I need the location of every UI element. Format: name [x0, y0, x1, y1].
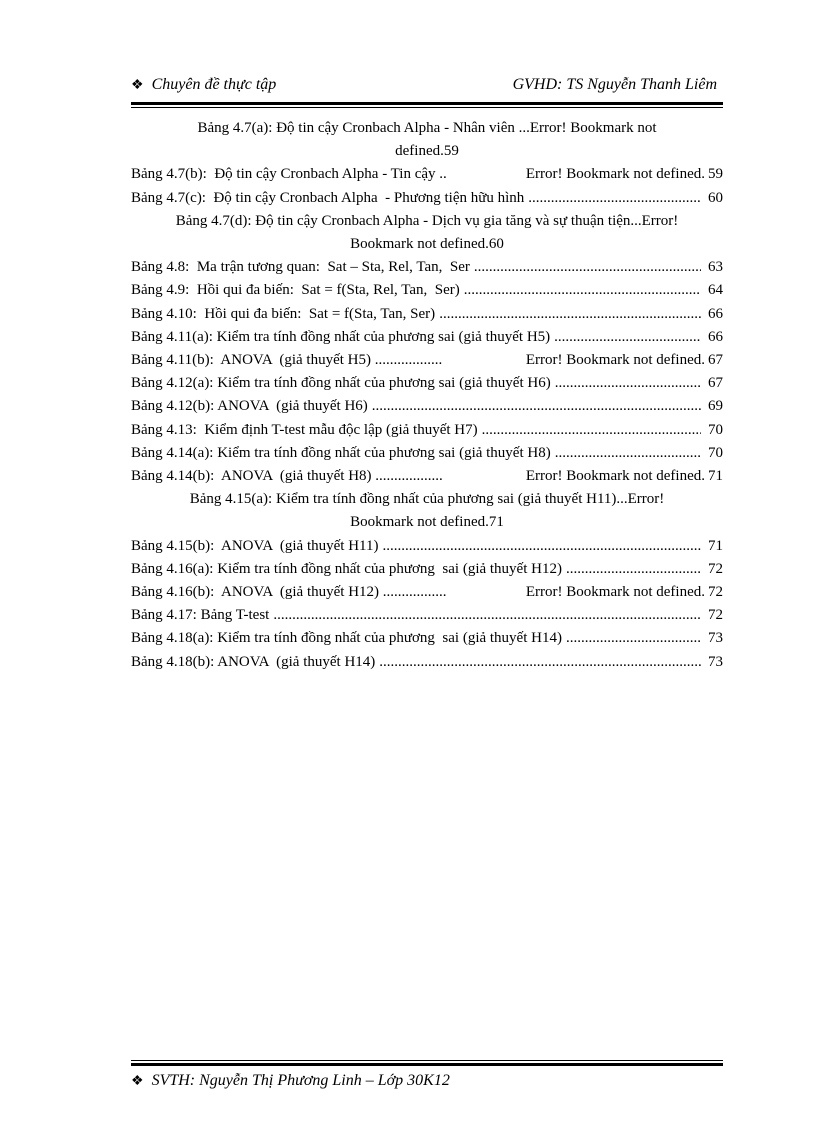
toc-entry-label: Bảng 4.16(b): ANOVA (giả thuyết H12) .................	[131, 584, 451, 601]
bookmark-error-text: Error! Bookmark not defined.	[525, 468, 705, 485]
diamond-bullet-icon: ❖	[131, 78, 144, 93]
bookmark-error-text: Error! Bookmark not defined.	[525, 166, 705, 183]
bookmark-error-text: Error! Bookmark not defined.	[525, 352, 705, 369]
bookmark-error-text: Error! Bookmark not defined.	[525, 584, 705, 601]
toc-entry[interactable]	[131, 279, 723, 302]
diamond-bullet-icon: ❖	[131, 1074, 144, 1089]
toc-entry-label: Bảng 4.11(a): Kiểm tra tính đồng nhất của phương sai (giả thuyết H5)	[131, 328, 551, 345]
footer-rule-thick	[131, 1063, 723, 1066]
dot-leader	[554, 326, 701, 349]
toc-entry[interactable]	[131, 117, 723, 163]
toc-entry-label: Bảng 4.11(b): ANOVA (giả thuyết H5) ..................	[131, 352, 446, 369]
dot-leader	[273, 604, 701, 627]
toc-entry-page-number: 70	[708, 421, 723, 438]
toc-entry-label: Bảng 4.14(a): Kiểm tra tính đồng nhất của phương sai (giả thuyết H8)	[131, 444, 551, 461]
dot-leader	[566, 627, 701, 650]
toc-entry-page-number: 72	[708, 584, 723, 601]
toc-entry-line: defined.59	[395, 143, 459, 160]
toc-entry-label: Bảng 4.14(b): ANOVA (giả thuyết H8) ..................	[131, 468, 447, 485]
dot-leader	[379, 651, 701, 674]
toc-entry[interactable]	[131, 488, 723, 534]
toc-entry-page-number: 66	[708, 305, 723, 322]
toc-entry-line: Bảng 4.15(a): Kiểm tra tính đồng nhất của phương sai (giả thuyết H11)...Error!	[189, 491, 665, 508]
page-footer	[131, 1072, 450, 1090]
toc-entry-label: Bảng 4.8: Ma trận tương quan: Sat – Sta, Rel, Tan, Ser	[131, 259, 470, 276]
student-info: SVTH: Nguyễn Thị Phương Linh – Lớp 30K12	[151, 1072, 450, 1089]
dot-leader	[555, 372, 701, 395]
toc-entry-line: Bookmark not defined.60	[350, 236, 504, 253]
toc-entry-label: Bảng 4.18(b): ANOVA (giả thuyết H14)	[131, 653, 376, 670]
dot-leader	[382, 535, 701, 558]
toc-entry-page-number: 71	[708, 468, 723, 485]
toc-entry[interactable]	[131, 442, 723, 465]
toc-entry[interactable]	[131, 303, 723, 326]
toc-entry-page-number: 69	[708, 398, 723, 415]
toc-entry[interactable]	[131, 535, 723, 558]
toc-entry[interactable]	[131, 349, 723, 372]
toc-entry[interactable]	[131, 163, 723, 186]
toc-entry[interactable]	[131, 604, 723, 627]
toc-entry-label: Bảng 4.7(b): Độ tin cậy Cronbach Alpha - Tin cậy ..	[131, 166, 447, 183]
course-title: Chuyên đề thực tập	[151, 76, 277, 93]
toc-entry-label: Bảng 4.15(b): ANOVA (giả thuyết H11)	[131, 537, 379, 554]
footer-rule-thin	[131, 1060, 723, 1061]
toc-entry-page-number: 72	[708, 607, 723, 624]
table-of-tables	[131, 117, 723, 674]
toc-entry-page-number: 72	[708, 560, 723, 577]
toc-entry[interactable]	[131, 210, 723, 256]
toc-entry[interactable]	[131, 581, 723, 604]
toc-entry-label: Bảng 4.17: Bảng T-test	[131, 607, 270, 624]
toc-entry[interactable]	[131, 651, 723, 674]
toc-entry-label: Bảng 4.18(a): Kiểm tra tính đồng nhất của phương sai (giả thuyết H14)	[131, 630, 562, 647]
toc-entry-page-number: 63	[708, 259, 723, 276]
toc-entry-page-number: 67	[708, 352, 723, 369]
header-rule-thick	[131, 102, 723, 105]
toc-entry-page-number: 73	[708, 653, 723, 670]
toc-entry[interactable]	[131, 627, 723, 650]
toc-entry[interactable]	[131, 395, 723, 418]
dot-leader	[464, 279, 701, 302]
dot-leader	[372, 395, 701, 418]
dot-leader	[482, 419, 701, 442]
toc-entry-label: Bảng 4.9: Hồi qui đa biến: Sat = f(Sta, Rel, Tan, Ser)	[131, 282, 460, 299]
toc-entry-label: Bảng 4.12(b): ANOVA (giả thuyết H6)	[131, 398, 368, 415]
toc-entry[interactable]	[131, 372, 723, 395]
page-header	[131, 76, 723, 100]
supervisor-name: GVHD: TS Nguyễn Thanh Liêm	[512, 76, 717, 93]
toc-entry-label: Bảng 4.12(a): Kiểm tra tính đồng nhất của phương sai (giả thuyết H6)	[131, 375, 551, 392]
toc-entry-line: Bảng 4.7(a): Độ tin cậy Cronbach Alpha - Nhân viên ...Error! Bookmark not	[197, 120, 657, 136]
toc-entry-page-number: 67	[708, 375, 723, 392]
toc-entry-label: Bảng 4.16(a): Kiểm tra tính đồng nhất của phương sai (giả thuyết H12)	[131, 560, 562, 577]
dot-leader	[555, 442, 701, 465]
toc-entry-page-number: 70	[708, 444, 723, 461]
toc-entry-line: Bảng 4.7(d): Độ tin cậy Cronbach Alpha - Dịch vụ gia tăng và sự thuận tiện...Error!	[175, 212, 679, 229]
toc-entry-line: Bookmark not defined.71	[350, 514, 504, 531]
header-rule-thin	[131, 107, 723, 108]
toc-entry[interactable]	[131, 256, 723, 279]
toc-entry[interactable]	[131, 187, 723, 210]
dot-leader	[474, 256, 701, 279]
toc-entry-label: Bảng 4.10: Hồi qui đa biến: Sat = f(Sta, Tan, Ser)	[131, 305, 436, 322]
toc-entry-label: Bảng 4.13: Kiểm định T-test mẫu độc lập (giả thuyết H7)	[131, 421, 478, 438]
toc-entry[interactable]	[131, 419, 723, 442]
dot-leader	[439, 303, 701, 326]
toc-entry-page-number: 60	[708, 189, 723, 206]
toc-entry[interactable]	[131, 326, 723, 349]
toc-entry-page-number: 66	[708, 328, 723, 345]
toc-entry-page-number: 71	[708, 537, 723, 554]
toc-entry[interactable]	[131, 465, 723, 488]
toc-entry-label: Bảng 4.7(c): Độ tin cậy Cronbach Alpha - Phương tiện hữu hình	[131, 189, 525, 206]
dot-leader	[566, 558, 701, 581]
header-left	[131, 76, 276, 94]
toc-entry-page-number: 64	[708, 282, 723, 299]
toc-entry-page-number: 59	[708, 166, 723, 183]
toc-entry-page-number: 73	[708, 630, 723, 647]
toc-entry[interactable]	[131, 558, 723, 581]
dot-leader	[528, 187, 701, 210]
